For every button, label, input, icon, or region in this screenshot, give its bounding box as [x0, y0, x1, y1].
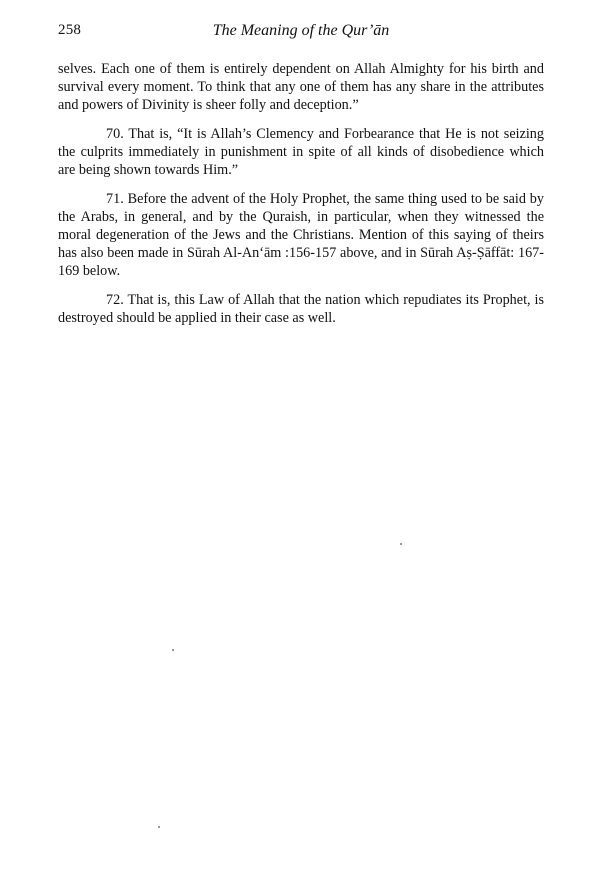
page-header [58, 22, 544, 44]
running-title: The Meaning of the Qur’ān [212, 22, 390, 39]
paragraph-continuation: selves. Each one of them is entirely dependent on Allah Almighty for his birth and survival every moment. To think that any one of them has any share in the attributes and powers of Divinity is sheer folly and deception.” [58, 61, 544, 113]
scan-speck [172, 649, 174, 651]
scan-speck [158, 826, 160, 828]
scan-speck [400, 543, 402, 545]
footnote-70: 70. That is, “It is Allah’s Clemency and Forbearance that He is not seizing the culprits immediately in punishment in spite of all kinds of disobedience which are being shown towards Him.” [58, 126, 544, 178]
page-number: 258 [58, 22, 82, 38]
footnote-71: 71. Before the advent of the Holy Prophet, the same thing used to be said by the Arabs, in general, and by the Quraish, in particular, when they witnessed the moral degeneration of the Jews and the Christians. Mention of this saying of theirs has also been made in Sūrah Al-An‘ām :156-157 above, and in Sūrah Aṣ-Ṣāffāt: 167-169 below. [58, 191, 544, 279]
body-text [58, 60, 544, 338]
footnote-72: 72. That is, this Law of Allah that the nation which repudiates its Prophet, is destroyed should be applied in their case as well. [58, 292, 544, 326]
